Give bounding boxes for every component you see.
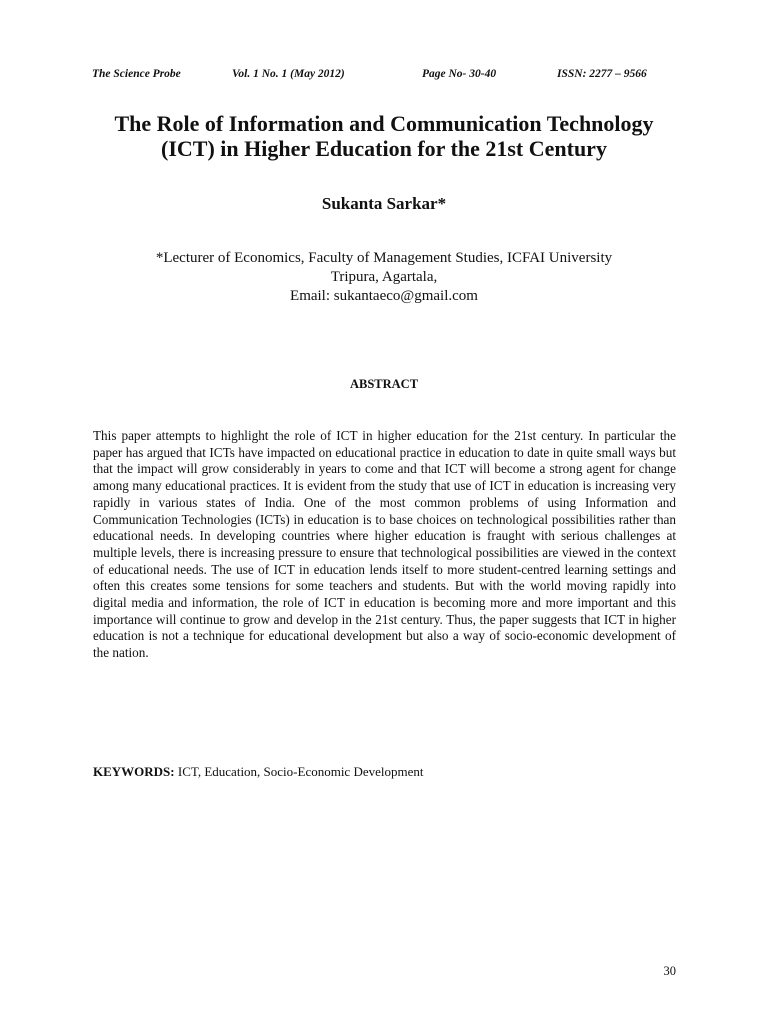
running-header	[92, 68, 692, 84]
author-name: Sukanta Sarkar*	[321, 194, 447, 213]
author-affiliation	[60, 249, 708, 306]
author-email: Email: sukantaeco@gmail.com	[290, 288, 478, 304]
affiliation-line-2: Tripura, Agartala,	[330, 269, 438, 285]
abstract-heading: ABSTRACT	[349, 377, 419, 391]
affiliation-line-1: *Lecturer of Economics, Faculty of Management Studies, ICFAI University	[155, 250, 613, 266]
keywords	[93, 764, 676, 780]
keywords-value: ICT, Education, Socio-Economic Development	[174, 764, 424, 779]
keywords-label: KEYWORDS:	[93, 764, 175, 779]
paper-title-line-1: The Role of Information and Communication Technology	[114, 111, 654, 136]
paper-title-line-2: (ICT) in Higher Education for the 21st Century	[161, 136, 607, 161]
journal-name: The Science Probe	[92, 68, 181, 80]
journal-volume: Vol. 1 No. 1 (May 2012)	[232, 68, 345, 80]
page-range: Page No- 30-40	[422, 68, 497, 80]
paper-title	[60, 111, 708, 161]
issn: ISSN: 2277 – 9566	[557, 68, 647, 80]
page-number: 30	[663, 964, 676, 978]
abstract-text: This paper attempts to highlight the role of ICT in higher education for the 21st century. In particular the paper has argued that ICTs have impacted on educational practice in education to date in quite small ways but that the impact will grow considerably in years to come and that ICT will become a strong agent for change among many educational practices. It is evident from the study that use of ICT in education is increasing very rapidly in various states of India. One of the most common problems of using Information and Communication Technologies (ICTs) in education is to base choices on technological possibilities rather than educational needs. In developing countries where higher education is fraught with serious challenges at multiple levels, there is increasing pressure to ensure that technological possibilities are viewed in the context of educational needs. The use of ICT in education lends itself to more student-centred learning settings and often this creates some tensions for some teachers and students. But with the world moving rapidly into digital media and information, the role of ICT in education is becoming more and more important and this importance will continue to grow and develop in the 21st century. Thus, the paper suggests that ICT in higher education is not a technique for educational development but also a way of socio-economic development of the nation.	[93, 428, 676, 661]
